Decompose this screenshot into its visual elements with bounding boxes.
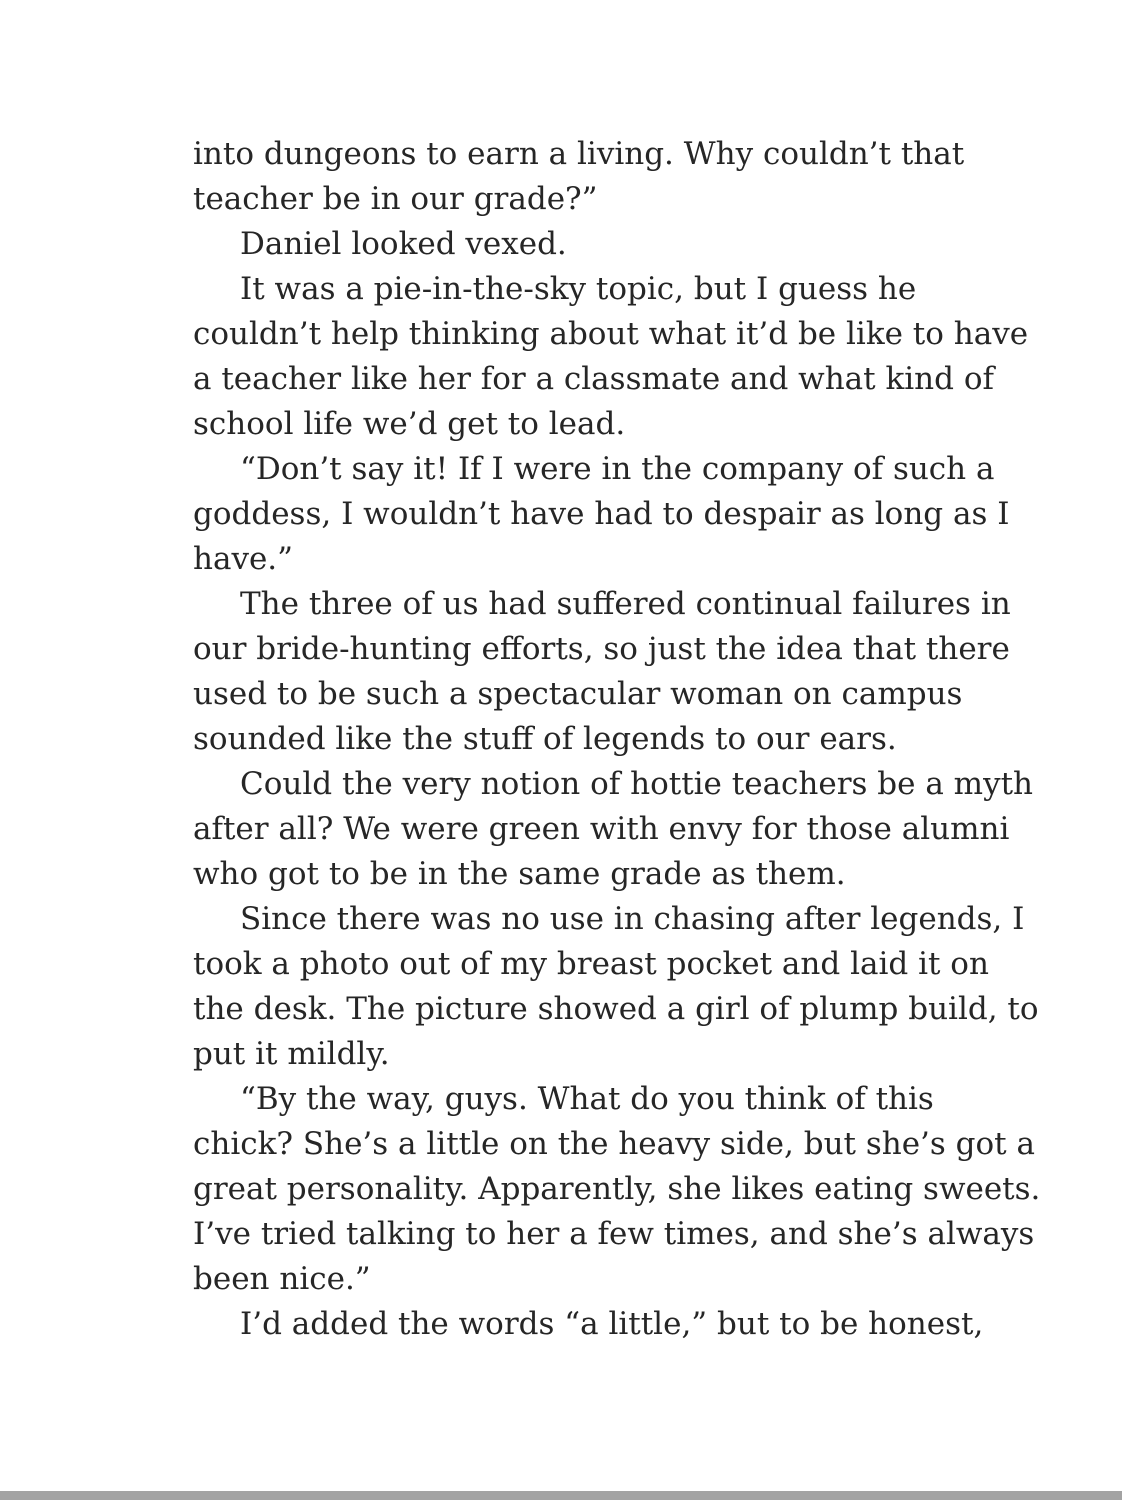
text-line: couldn’t help thinking about what it’d be like to have	[193, 316, 1029, 352]
text-line: The three of us had suffered continual failures in	[240, 586, 1011, 622]
text-line: have.”	[193, 541, 294, 577]
text-line: the desk. The picture showed a girl of plump build, to	[193, 991, 1039, 1027]
text-line: put it mildly.	[193, 1036, 390, 1072]
book-page-text	[193, 132, 1041, 1347]
text-line: used to be such a spectacular woman on campus	[193, 676, 963, 712]
text-line: after all? We were green with envy for those alumni	[193, 811, 1010, 847]
text-line: took a photo out of my breast pocket and laid it on	[193, 946, 989, 982]
text-line: our bride-hunting efforts, so just the idea that there	[193, 631, 1010, 667]
text-line: a teacher like her for a classmate and what kind of	[193, 361, 994, 397]
bottom-scrollbar[interactable]	[0, 1491, 1122, 1500]
text-line: sounded like the stuff of legends to our ears.	[193, 721, 897, 757]
text-line: I’ve tried talking to her a few times, and she’s always	[193, 1216, 1035, 1252]
text-line: It was a pie-in-the-sky topic, but I guess he	[240, 271, 917, 307]
text-line: great personality. Apparently, she likes eating sweets.	[193, 1171, 1041, 1207]
text-line: Daniel looked vexed.	[240, 226, 567, 262]
text-line: Since there was no use in chasing after legends, I	[240, 901, 1025, 937]
text-line: goddess, I wouldn’t have had to despair as long as I	[193, 496, 1010, 532]
text-line: chick? She’s a little on the heavy side, but she’s got a	[193, 1126, 1035, 1162]
text-line: been nice.”	[193, 1261, 371, 1297]
text-line: “Don’t say it! If I were in the company of such a	[240, 451, 995, 487]
text-line: who got to be in the same grade as them.	[193, 856, 846, 892]
text-line: school life we’d get to lead.	[193, 406, 626, 442]
text-line: teacher be in our grade?”	[193, 181, 598, 217]
text-line: Could the very notion of hottie teachers be a myth	[240, 766, 1034, 802]
text-line: “By the way, guys. What do you think of this	[240, 1081, 934, 1117]
text-line: I’d added the words “a little,” but to be honest,	[240, 1306, 984, 1342]
text-line: into dungeons to earn a living. Why couldn’t that	[193, 136, 965, 172]
